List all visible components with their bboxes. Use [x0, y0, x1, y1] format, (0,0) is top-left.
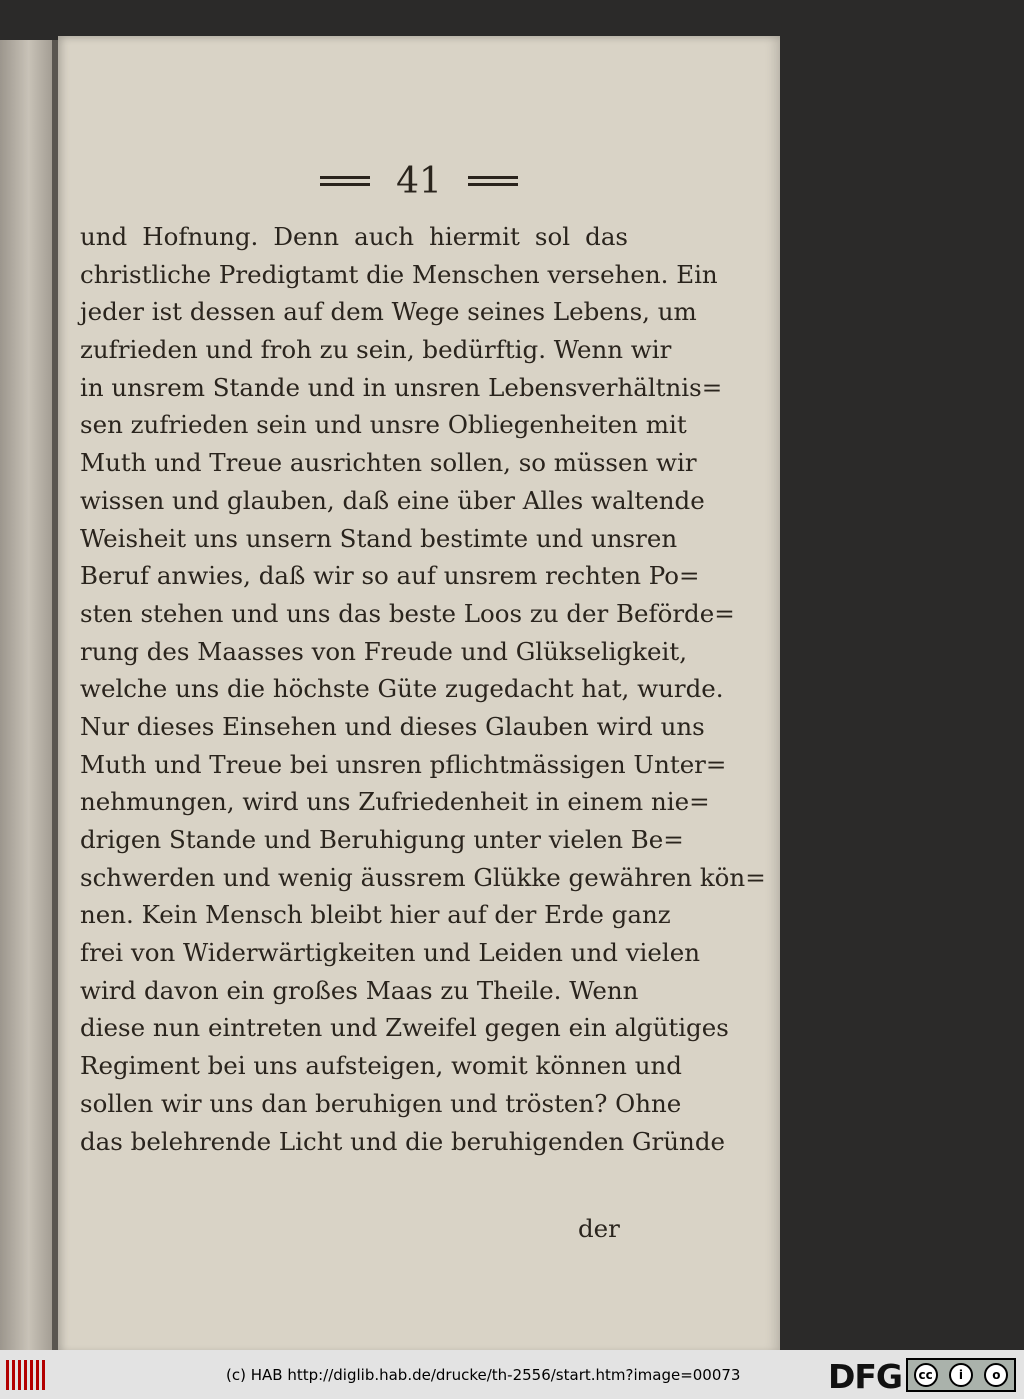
text-line: nen. Kein Mensch bleibt hier auf der Erde ganz — [80, 900, 671, 930]
header-rule-right — [468, 176, 518, 186]
text-line: sten stehen und uns das beste Loos zu der Beförde= — [80, 598, 735, 628]
text-line: das belehrende Licht und die beruhigenden Gründe — [80, 1126, 726, 1156]
left-page-edge — [0, 40, 52, 1350]
footer-bar — [0, 1350, 1024, 1399]
text-line: wissen und glauben, daß eine über Alles waltende — [80, 485, 705, 515]
header-rule-left — [320, 176, 370, 186]
body-text — [80, 218, 766, 1160]
text-line: Regiment bei uns aufsteigen, womit können und — [80, 1051, 682, 1081]
text-line: Muth und Treue ausrichten sollen, so müssen wir — [80, 448, 697, 478]
text-line: diese nun eintreten und Zweifel gegen ein algütiges — [80, 1013, 729, 1043]
text-line: und Hofnung. Denn auch hiermit sol das — [80, 222, 628, 251]
text-line: Nur dieses Einsehen und dieses Glauben wird uns — [80, 711, 705, 741]
share-alike-icon: o — [984, 1363, 1008, 1387]
text-line: Muth und Treue bei unsren pflichtmässigen Unter= — [80, 749, 727, 779]
catchword: der — [578, 1214, 620, 1243]
cc-license-icon[interactable] — [906, 1358, 1016, 1392]
page-number: 41 — [396, 160, 442, 202]
text-line: zufrieden und froh zu sein, bedürftig. Wenn wir — [80, 335, 672, 365]
text-line: sen zufrieden sein und unsre Obliegenheiten mit — [80, 410, 687, 440]
footer-credit[interactable]: (c) HAB http://diglib.hab.de/drucke/th-2556/start.htm?image=00073 — [226, 1365, 741, 1384]
book-page — [58, 36, 780, 1354]
dfg-logo: DFG — [827, 1357, 902, 1396]
text-line: drigen Stande und Beruhigung unter vielen Be= — [80, 825, 684, 854]
page-header — [58, 156, 780, 206]
text-line: welche uns die höchste Güte zugedacht hat, wurde. — [80, 674, 724, 704]
text-line: rung des Maasses von Freude und Glükseligkeit, — [80, 636, 688, 666]
text-line: nehmungen, wird uns Zufriedenheit in einem nie= — [80, 787, 710, 817]
hab-logo-icon — [6, 1360, 46, 1390]
text-line: jeder ist dessen auf dem Wege seines Lebens, um — [80, 297, 697, 327]
text-line: frei von Widerwärtigkeiten und Leiden und vielen — [80, 938, 700, 968]
text-line: schwerden und wenig äussrem Glükke gewähren kön= — [80, 862, 766, 892]
text-line: sollen wir uns dan beruhigen und trösten? Ohne — [80, 1088, 682, 1118]
attribution-icon: i — [949, 1363, 973, 1387]
text-line: wird davon ein großes Maas zu Theile. Wenn — [80, 975, 639, 1005]
text-line: in unsrem Stande und in unsren Lebensverhältnis= — [80, 372, 723, 402]
text-line: christliche Predigtamt die Menschen versehen. Ein — [80, 259, 718, 289]
text-line: Beruf anwies, daß wir so auf unsrem rechten Po= — [80, 561, 700, 591]
text-line: Weisheit uns unsern Stand bestimte und unsren — [80, 523, 678, 553]
cc-icon: cc — [914, 1363, 938, 1387]
